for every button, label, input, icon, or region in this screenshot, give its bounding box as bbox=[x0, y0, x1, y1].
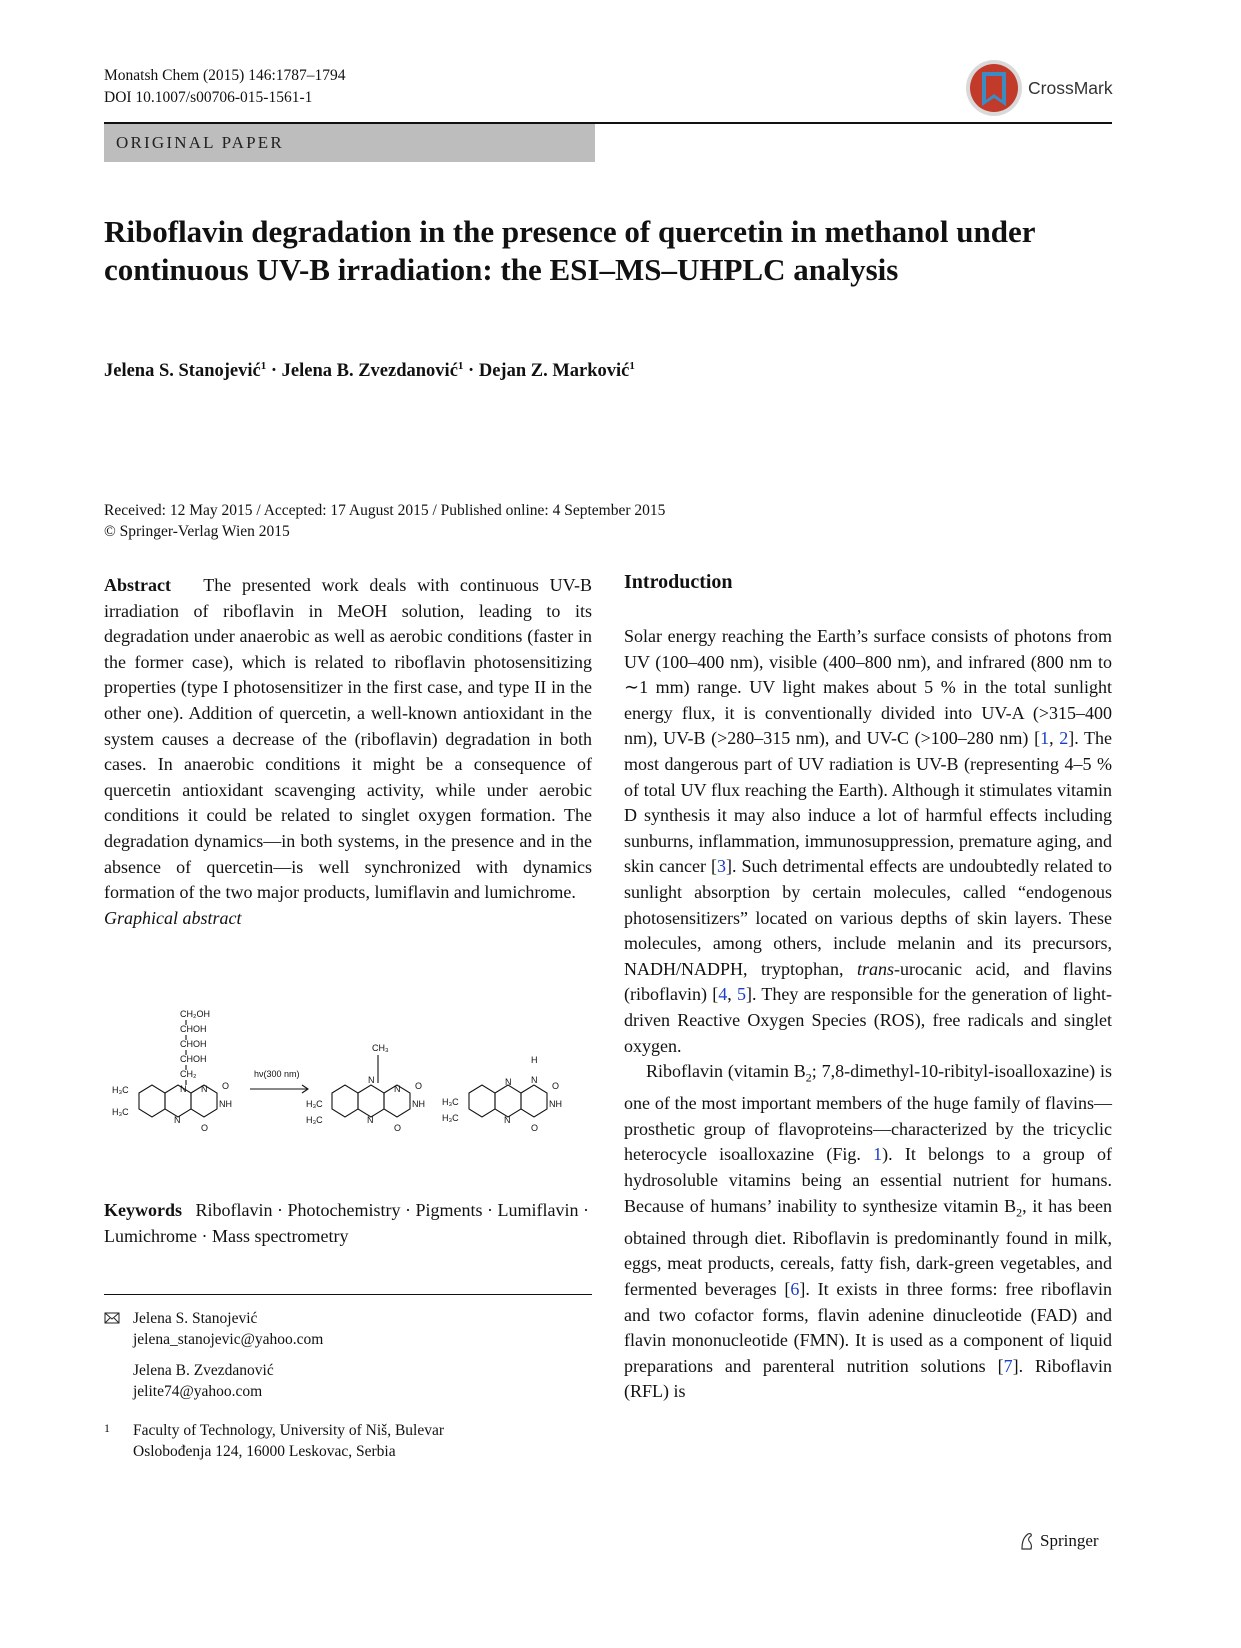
atom-label: NH bbox=[219, 1099, 232, 1109]
copyright-line: © Springer-Verlag Wien 2015 bbox=[104, 523, 290, 540]
atom-label: H₃C bbox=[442, 1097, 459, 1107]
atom-label: CH₃ bbox=[372, 1043, 389, 1053]
author-name[interactable]: Dejan Z. Marković bbox=[478, 361, 630, 382]
keyword[interactable]: Riboflavin bbox=[195, 1200, 273, 1220]
affiliation-line: Oslobođenja 124, 16000 Leskovac, Serbia bbox=[133, 1443, 396, 1460]
journal-citation: Monatsh Chem (2015) 146:1787–1794 bbox=[104, 67, 346, 84]
corresponding-email[interactable]: jelite74@yahoo.com bbox=[133, 1383, 263, 1400]
abstract-text: The presented work deals with continuous UV-B irradiation of riboflavin in MeOH solution, leading to its degradation under anaerobic as well as aerobic conditions (faster in the former case), which is related to riboflavin photosensitizing properties (type I photosensitizer in the first case, and type II in the other one). Addition of quercetin, a well-known antioxidant in the system causes a decrease of the (riboflavin) degradation in both cases. In anaerobic conditions it might be a consequence of quercetin antioxidant scavenging activity, while under aerobic conditions it could be related to singlet oxygen formation. The degradation dynamics—in both systems, in the presence and in the absence of quercetin—is well synchronized with dynamics formation of the two major products, lumiflavin and lumichrome. bbox=[104, 575, 592, 903]
affiliation bbox=[133, 1420, 444, 1462]
atom-label: H bbox=[531, 1055, 538, 1065]
keywords-label: Keywords bbox=[104, 1200, 182, 1220]
atom-label: H₃C bbox=[442, 1113, 459, 1123]
atom-label: N bbox=[367, 1115, 374, 1125]
keyword[interactable]: Lumichrome bbox=[104, 1225, 197, 1246]
atom-label: N bbox=[504, 1115, 511, 1125]
article-type-label: ORIGINAL PAPER bbox=[116, 133, 284, 152]
atom-label: H₃C bbox=[306, 1115, 323, 1125]
article-type-banner bbox=[104, 124, 595, 162]
chain-label: CHOH bbox=[180, 1054, 207, 1064]
citation-link[interactable]: 4 bbox=[718, 984, 728, 1005]
atom-label: O bbox=[415, 1081, 423, 1091]
introduction-text: Solar energy reaching the Earth’s surface consists of photons from UV (100–400 nm), visible (400–800 nm), and infrared (800 nm to ∼1 mm) range. UV light makes about 5 % in the total sunlight energy flux, it is conventionally divided into UV-A (>315–400 nm), UV-B (>280–315 nm), and UV-C (>100–280 nm) [1, 2]. The most dangerous part of UV radiation is UV-B (representing 4–5 % of total UV flux reaching the Earth). Although it stimulates vitamin D synthesis it may also induce a lot of harmful effects including sunburns, inflammation, immunosuppression, premature aging, and skin cancer [3]. Such detrimental effects are undoubtedly related to sunlight absorption by certain molecules, called “endogenous photosensitizers” located on various depths of skin layers. These molecules, among others, include melanin and its precursors, NADH/NADPH, tryptophan, trans-urocanic acid, and flavins (riboflavin) [4, 5]. They are responsible for the generation of light-driven Reactive Oxygen Species (ROS), free radicals and singlet oxygen. Riboflavin (vitamin $B_2$; 7,8-dimethyl-10-ribityl-isoalloxazine) is one of the most important members of the huge family of flavins—prosthetic group of flavoproteins—characterized by the tricyclic heterocycle isoalloxazine (Fig. 1). It belongs to a group of hydrosoluble vitamins being an essential nutrient for humans. Because of humans’ inability to synthesize vitamin $B_2$, it has been obtained through diet. Riboflavin is predominantly found in milk, eggs, meat products, cereals, fatty fish, dark-green vegetables, and fermented beverages [6]. It exists in three forms: free riboflavin and two cofactor forms, flavin adenine dinucleotide (FAD) and flavin mononucleotide (FMN). It is used as a component of liquid preparations and parenteral nutrition solutions [7]. Riboflavin (RFL) is bbox=[624, 626, 1113, 1402]
author-separator: · bbox=[266, 361, 282, 382]
affiliation-mark: 1 bbox=[104, 1421, 110, 1435]
atom-label: N bbox=[531, 1075, 538, 1085]
arrow-label: hν(300 nm) bbox=[254, 1069, 300, 1079]
author-affiliation-mark: 1 bbox=[260, 360, 267, 372]
footnote-rule bbox=[104, 1294, 592, 1295]
atom-label: N bbox=[394, 1084, 401, 1094]
atom-label: NH bbox=[549, 1099, 562, 1109]
affiliation-line: Faculty of Technology, University of Niš, Bulevar bbox=[133, 1422, 445, 1439]
figure-link[interactable]: 1 bbox=[873, 1144, 883, 1165]
atom-label: N bbox=[505, 1077, 512, 1087]
atom-label: O bbox=[552, 1081, 560, 1091]
dates-line: Received: 12 May 2015 / Accepted: 17 August 2015 / Published online: 4 September 2015 bbox=[104, 502, 666, 519]
springer-logo bbox=[1018, 1531, 1099, 1556]
chain-label: CH₂OH bbox=[180, 1009, 210, 1019]
keyword[interactable]: Lumiflavin bbox=[497, 1200, 579, 1220]
springer-horse-icon bbox=[1018, 1531, 1036, 1551]
atom-label: N bbox=[180, 1084, 187, 1094]
atom-label: N bbox=[368, 1075, 375, 1085]
keyword[interactable]: Photochemistry bbox=[287, 1200, 401, 1220]
keyword[interactable]: Mass spectrometry bbox=[211, 1225, 349, 1246]
atom-label: O bbox=[531, 1123, 539, 1133]
atom-label: N bbox=[174, 1115, 181, 1125]
abstract-block bbox=[104, 573, 592, 931]
correspondence-author bbox=[133, 1308, 323, 1402]
atom-label: O bbox=[222, 1081, 230, 1091]
crossmark-badge[interactable] bbox=[962, 58, 1112, 118]
keywords-block: Keywords Riboflavin · Photochemistry · Pigments · Lumiflavin · Lumichrome · Mass spectrometry bbox=[104, 1200, 589, 1246]
citation-link[interactable]: 1 bbox=[1040, 728, 1050, 749]
atom-label: H₃C bbox=[112, 1085, 129, 1095]
atom-label: O bbox=[201, 1123, 209, 1133]
atom-label: O bbox=[394, 1123, 402, 1133]
citation-link[interactable]: 2 bbox=[1059, 728, 1069, 749]
atom-label: NH bbox=[412, 1099, 425, 1109]
graphical-abstract-label: Graphical abstract bbox=[104, 907, 242, 928]
doi[interactable]: DOI 10.1007/s00706-015-1561-1 bbox=[104, 89, 313, 106]
author-affiliation-mark: 1 bbox=[457, 360, 464, 372]
author-separator: · bbox=[463, 361, 479, 382]
atom-label: H₃C bbox=[306, 1099, 323, 1109]
envelope-icon bbox=[104, 1310, 120, 1331]
section-heading: Introduction bbox=[624, 571, 733, 593]
corresponding-email[interactable]: jelena_stanojevic@yahoo.com bbox=[133, 1331, 324, 1348]
chain-label: CHOH bbox=[180, 1024, 207, 1034]
abstract-label: Abstract bbox=[104, 575, 171, 595]
citation-link[interactable]: 7 bbox=[1003, 1355, 1013, 1376]
citation-link[interactable]: 6 bbox=[790, 1279, 800, 1300]
author-list bbox=[104, 360, 635, 382]
graphical-abstract-scheme bbox=[104, 1005, 594, 1165]
article-title: Riboflavin degradation in the presence of quercetin in methanol under continuous UV-B irradiation: the ESI–MS–UHPLC analysis bbox=[104, 214, 1035, 287]
corresponding-name: Jelena S. Stanojević bbox=[133, 1310, 258, 1327]
author-affiliation-mark: 1 bbox=[629, 360, 635, 372]
citation-link[interactable]: 5 bbox=[736, 984, 746, 1005]
crossmark-label: CrossMark bbox=[1028, 78, 1113, 98]
author-name[interactable]: Jelena S. Stanojević bbox=[104, 361, 261, 382]
atom-label: H₃C bbox=[112, 1107, 129, 1117]
citation-link[interactable]: 3 bbox=[716, 856, 726, 877]
corresponding-name: Jelena B. Zvezdanović bbox=[133, 1362, 274, 1379]
article-history bbox=[104, 500, 665, 542]
keyword[interactable]: Pigments bbox=[415, 1200, 483, 1220]
publisher-name: Springer bbox=[1040, 1531, 1099, 1550]
chain-label: CHOH bbox=[180, 1039, 207, 1049]
chain-label: CH₂ bbox=[180, 1069, 197, 1079]
atom-label: N bbox=[201, 1084, 208, 1094]
author-name[interactable]: Jelena B. Zvezdanović bbox=[281, 361, 458, 382]
